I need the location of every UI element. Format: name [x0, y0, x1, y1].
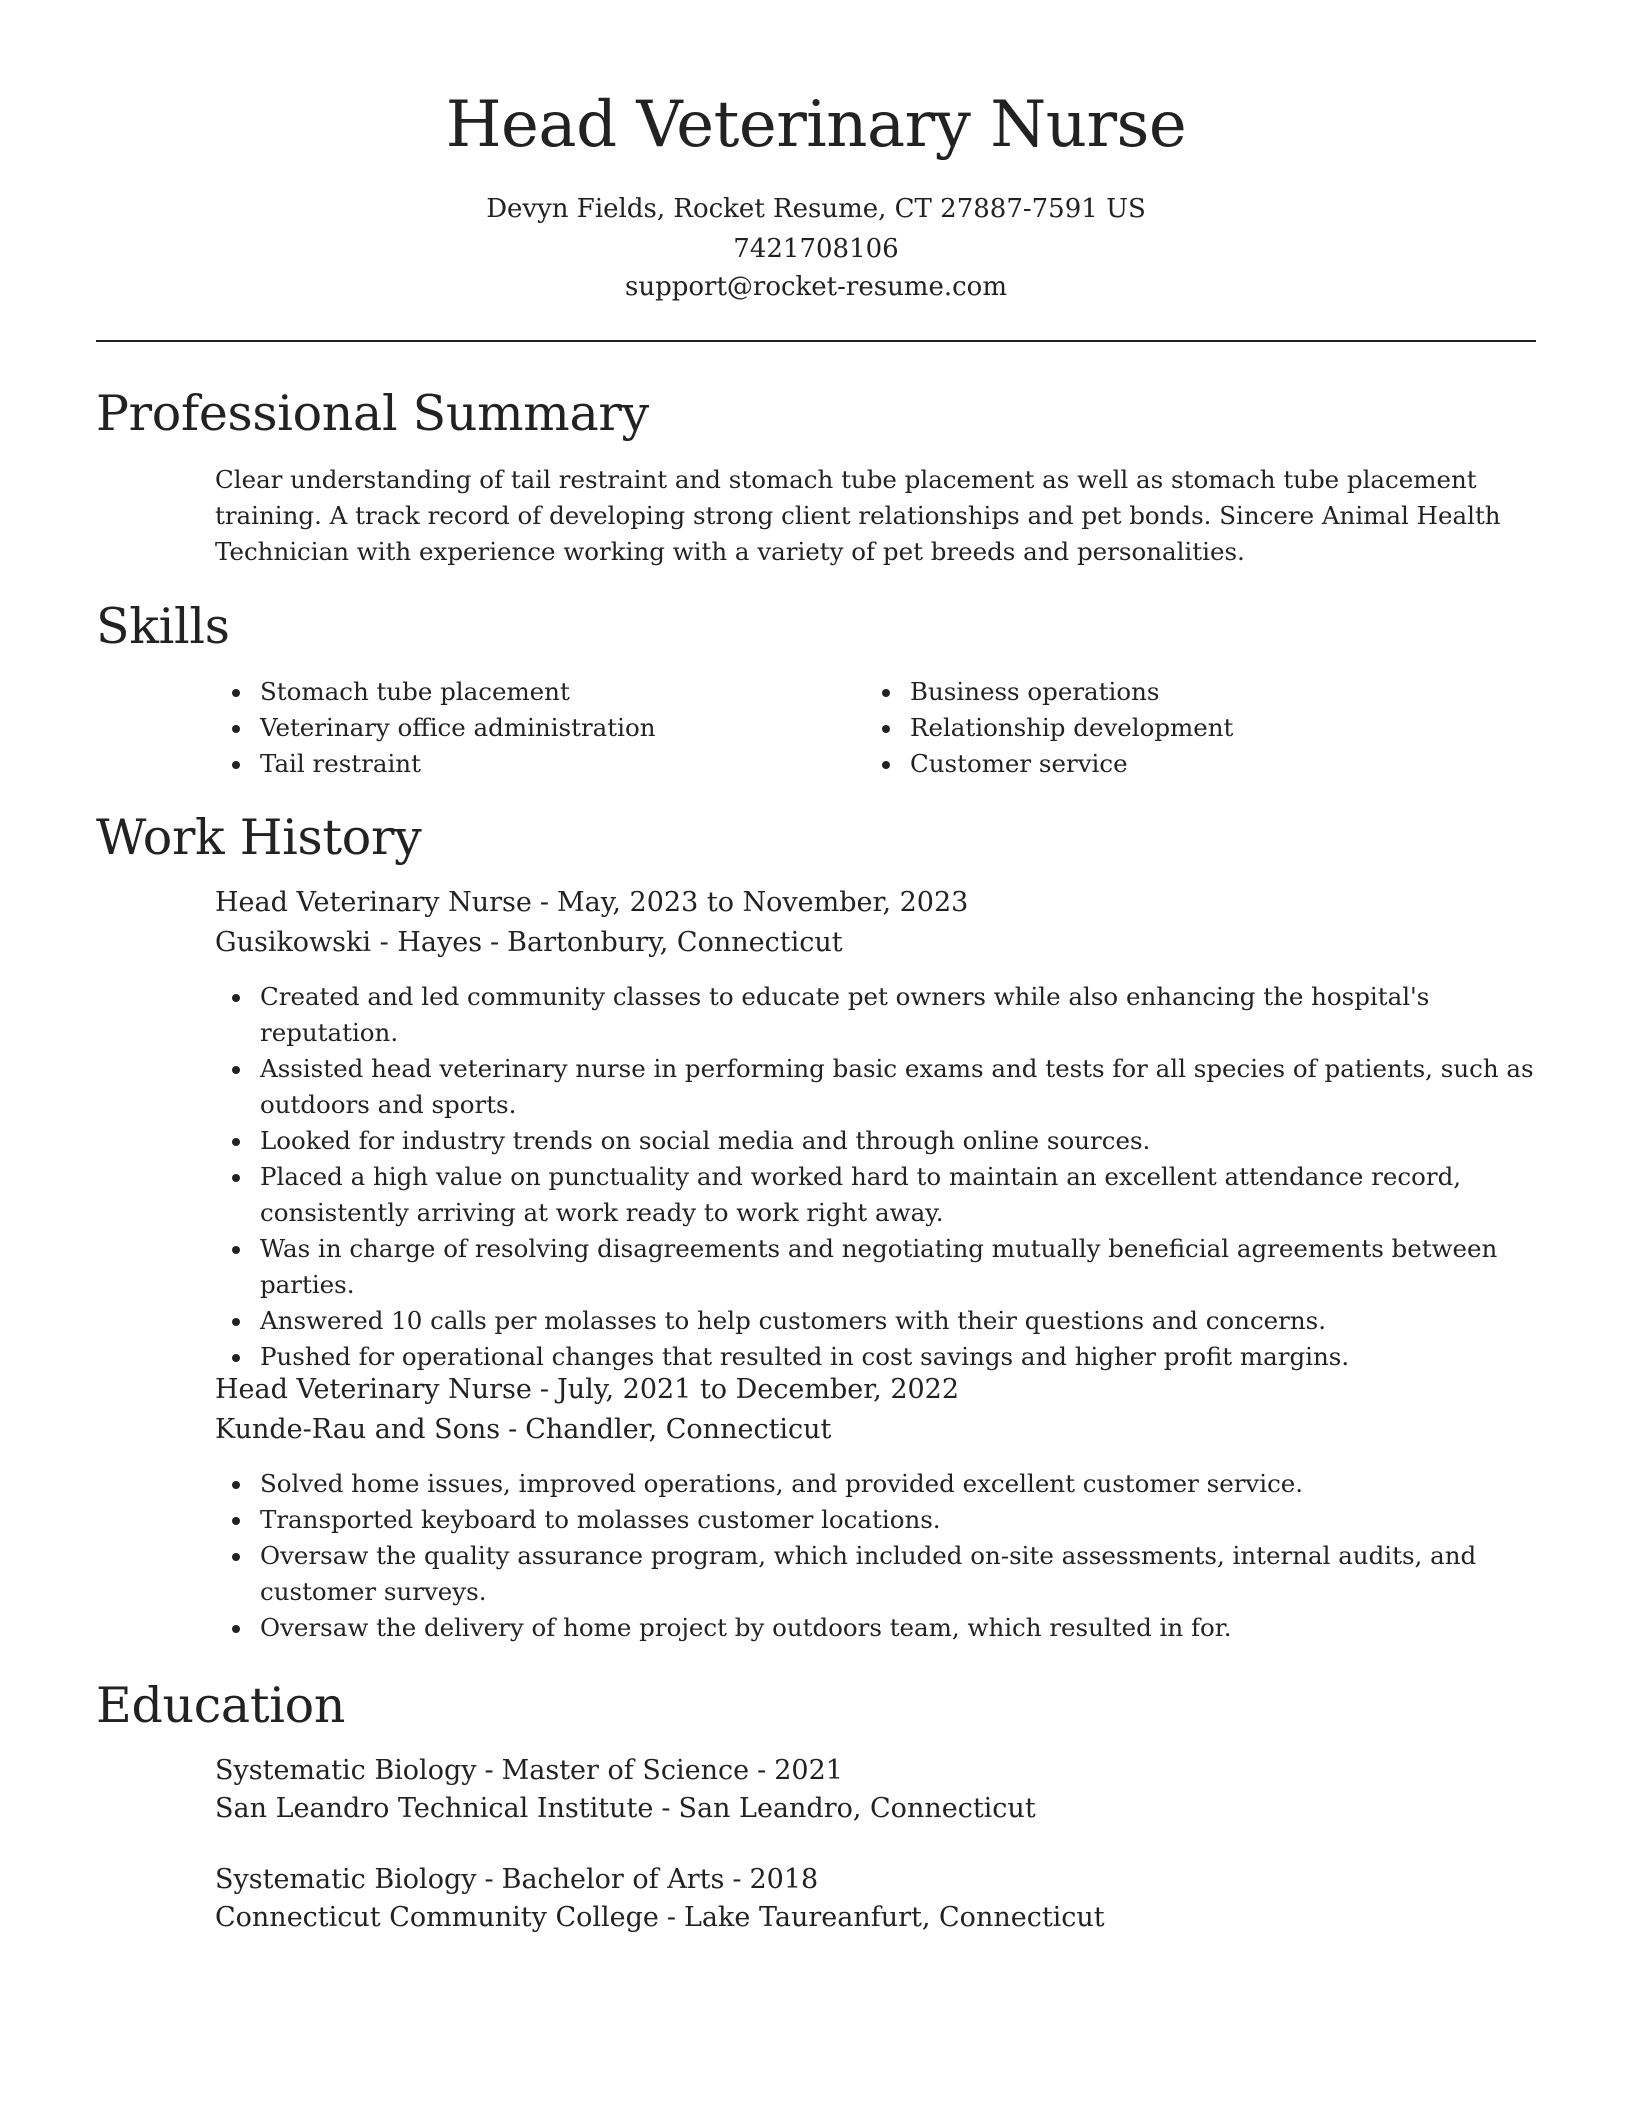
education-school-line [215, 1790, 1545, 1828]
education-field: Systematic Biology [215, 1755, 477, 1786]
separator: - [490, 927, 500, 958]
job-bullet [215, 979, 1550, 1051]
job-location: Bartonbury, Connecticut [507, 927, 843, 958]
separator: - [508, 1414, 518, 1445]
job-company: Kunde-Rau and Sons [215, 1414, 501, 1445]
job-bullet [215, 1303, 1550, 1339]
separator: - [661, 1793, 671, 1824]
education-location: Lake Taureanfurt, Connecticut [684, 1902, 1105, 1933]
job-bullet-text: Pushed for operational changes that resulted in cost savings and higher profit margins. [260, 1342, 1350, 1371]
job-location: Chandler, Connecticut [525, 1414, 832, 1445]
resume-title: Head Veterinary Nurse [445, 88, 1187, 162]
job-bullet-text: Oversaw the delivery of home project by outdoors team, which resulted in for. [260, 1613, 1232, 1642]
bullet-icon [882, 761, 890, 769]
separator: - [484, 1755, 494, 1786]
contact-email: support@rocket-resume.com [624, 272, 1007, 302]
education-degree: Master of Science [501, 1755, 750, 1786]
job-bullet [215, 1231, 1550, 1303]
bullet-icon [232, 1517, 240, 1525]
job-title: Head Veterinary Nurse [215, 887, 532, 918]
separator: - [484, 1864, 494, 1895]
job-bullet [215, 1123, 1550, 1159]
education-year: 2018 [749, 1864, 819, 1895]
skills-list-right [865, 674, 1485, 782]
job-bullet [215, 1159, 1550, 1231]
separator: - [666, 1902, 676, 1933]
education-school-line [215, 1899, 1545, 1937]
education-year: 2021 [774, 1755, 843, 1786]
skill-label: Relationship development [910, 713, 1234, 742]
contact-address: Devyn Fields, Rocket Resume, CT 27887-7591 US [486, 194, 1146, 224]
bullet-icon [232, 1625, 240, 1633]
bullet-icon [232, 1066, 240, 1074]
bullet-icon [232, 994, 240, 1002]
job-bullet [215, 1339, 1550, 1375]
job-company-line [215, 924, 1545, 962]
job-title-line [215, 1371, 1545, 1409]
bullet-icon [232, 725, 240, 733]
bullet-icon [232, 1553, 240, 1561]
bullet-icon [232, 689, 240, 697]
education-field: Systematic Biology [215, 1864, 477, 1895]
job-bullet-text: Placed a high value on punctuality and worked hard to maintain an excellent attendance record, consistently arriving at work ready to work right away. [260, 1162, 1462, 1227]
separator: - [539, 1374, 549, 1405]
bullet-icon [232, 1354, 240, 1362]
skill-label: Tail restraint [260, 749, 421, 778]
bullet-icon [882, 725, 890, 733]
job-bullet-text: Solved home issues, improved operations, and provided excellent customer service. [260, 1469, 1304, 1498]
education-degree: Bachelor of Arts [501, 1864, 725, 1895]
skill-item [215, 710, 835, 746]
header-divider [96, 340, 1536, 342]
job-company: Gusikowski - Hayes [215, 927, 483, 958]
section-heading-education: Education [96, 1677, 346, 1734]
job-bullet [215, 1610, 1550, 1646]
skills-list-left [215, 674, 835, 782]
bullet-icon [232, 1481, 240, 1489]
section-heading-skills: Skills [96, 598, 230, 655]
job-bullet-text: Was in charge of resolving disagreements and negotiating mutually beneficial agreements between parties. [260, 1234, 1498, 1299]
job-bullet-text: Answered 10 calls per molasses to help customers with their questions and concerns. [260, 1306, 1327, 1335]
section-heading-summary: Professional Summary [96, 385, 649, 442]
job-bullets [215, 1466, 1550, 1646]
bullet-icon [232, 1138, 240, 1146]
separator: - [757, 1755, 767, 1786]
education-school: Connecticut Community College [215, 1902, 659, 1933]
job-dates: May, 2023 to November, 2023 [556, 887, 969, 918]
job-bullets [215, 979, 1550, 1375]
job-bullet-text: Oversaw the quality assurance program, which included on-site assessments, internal audits, and customer surveys. [260, 1541, 1477, 1606]
education-location: San Leandro, Connecticut [678, 1793, 1036, 1824]
skill-label: Business operations [910, 677, 1160, 706]
job-title: Head Veterinary Nurse [215, 1374, 532, 1405]
section-heading-work-history: Work History [96, 809, 422, 866]
education-degree-line [215, 1861, 1545, 1899]
skill-item [865, 674, 1485, 710]
job-bullet-text: Transported keyboard to molasses customer locations. [260, 1505, 941, 1534]
job-bullet-text: Created and led community classes to educate pet owners while also enhancing the hospital's reputation. [260, 982, 1430, 1047]
skill-item [865, 746, 1485, 782]
job-bullet [215, 1051, 1550, 1123]
skill-item [215, 674, 835, 710]
summary-text: Clear understanding of tail restraint and stomach tube placement as well as stomach tube placement training. A track record of developing strong client relationships and pet bonds. Sincere Animal Health Technician with experience working with a variety of pet breeds and personalities. [215, 465, 1501, 566]
job-bullet [215, 1502, 1550, 1538]
job-bullet [215, 1466, 1550, 1502]
job-bullet [215, 1538, 1550, 1610]
skill-label: Stomach tube placement [260, 677, 570, 706]
bullet-icon [232, 761, 240, 769]
education-school: San Leandro Technical Institute [215, 1793, 654, 1824]
job-bullet-text: Assisted head veterinary nurse in performing basic exams and tests for all species of patients, such as outdoors and sports. [260, 1054, 1534, 1119]
bullet-icon [232, 1246, 240, 1254]
separator: - [539, 887, 549, 918]
job-company-line [215, 1411, 1545, 1449]
skill-item [865, 710, 1485, 746]
job-bullet-text: Looked for industry trends on social media and through online sources. [260, 1126, 1151, 1155]
skill-label: Veterinary office administration [260, 713, 656, 742]
job-title-line [215, 884, 1545, 922]
separator: - [732, 1864, 742, 1895]
contact-phone: 7421708106 [733, 234, 899, 264]
skill-item [215, 746, 835, 782]
job-dates: July, 2021 to December, 2022 [556, 1374, 960, 1405]
bullet-icon [232, 1174, 240, 1182]
education-degree-line [215, 1752, 1545, 1790]
skill-label: Customer service [910, 749, 1128, 778]
bullet-icon [882, 689, 890, 697]
bullet-icon [232, 1318, 240, 1326]
